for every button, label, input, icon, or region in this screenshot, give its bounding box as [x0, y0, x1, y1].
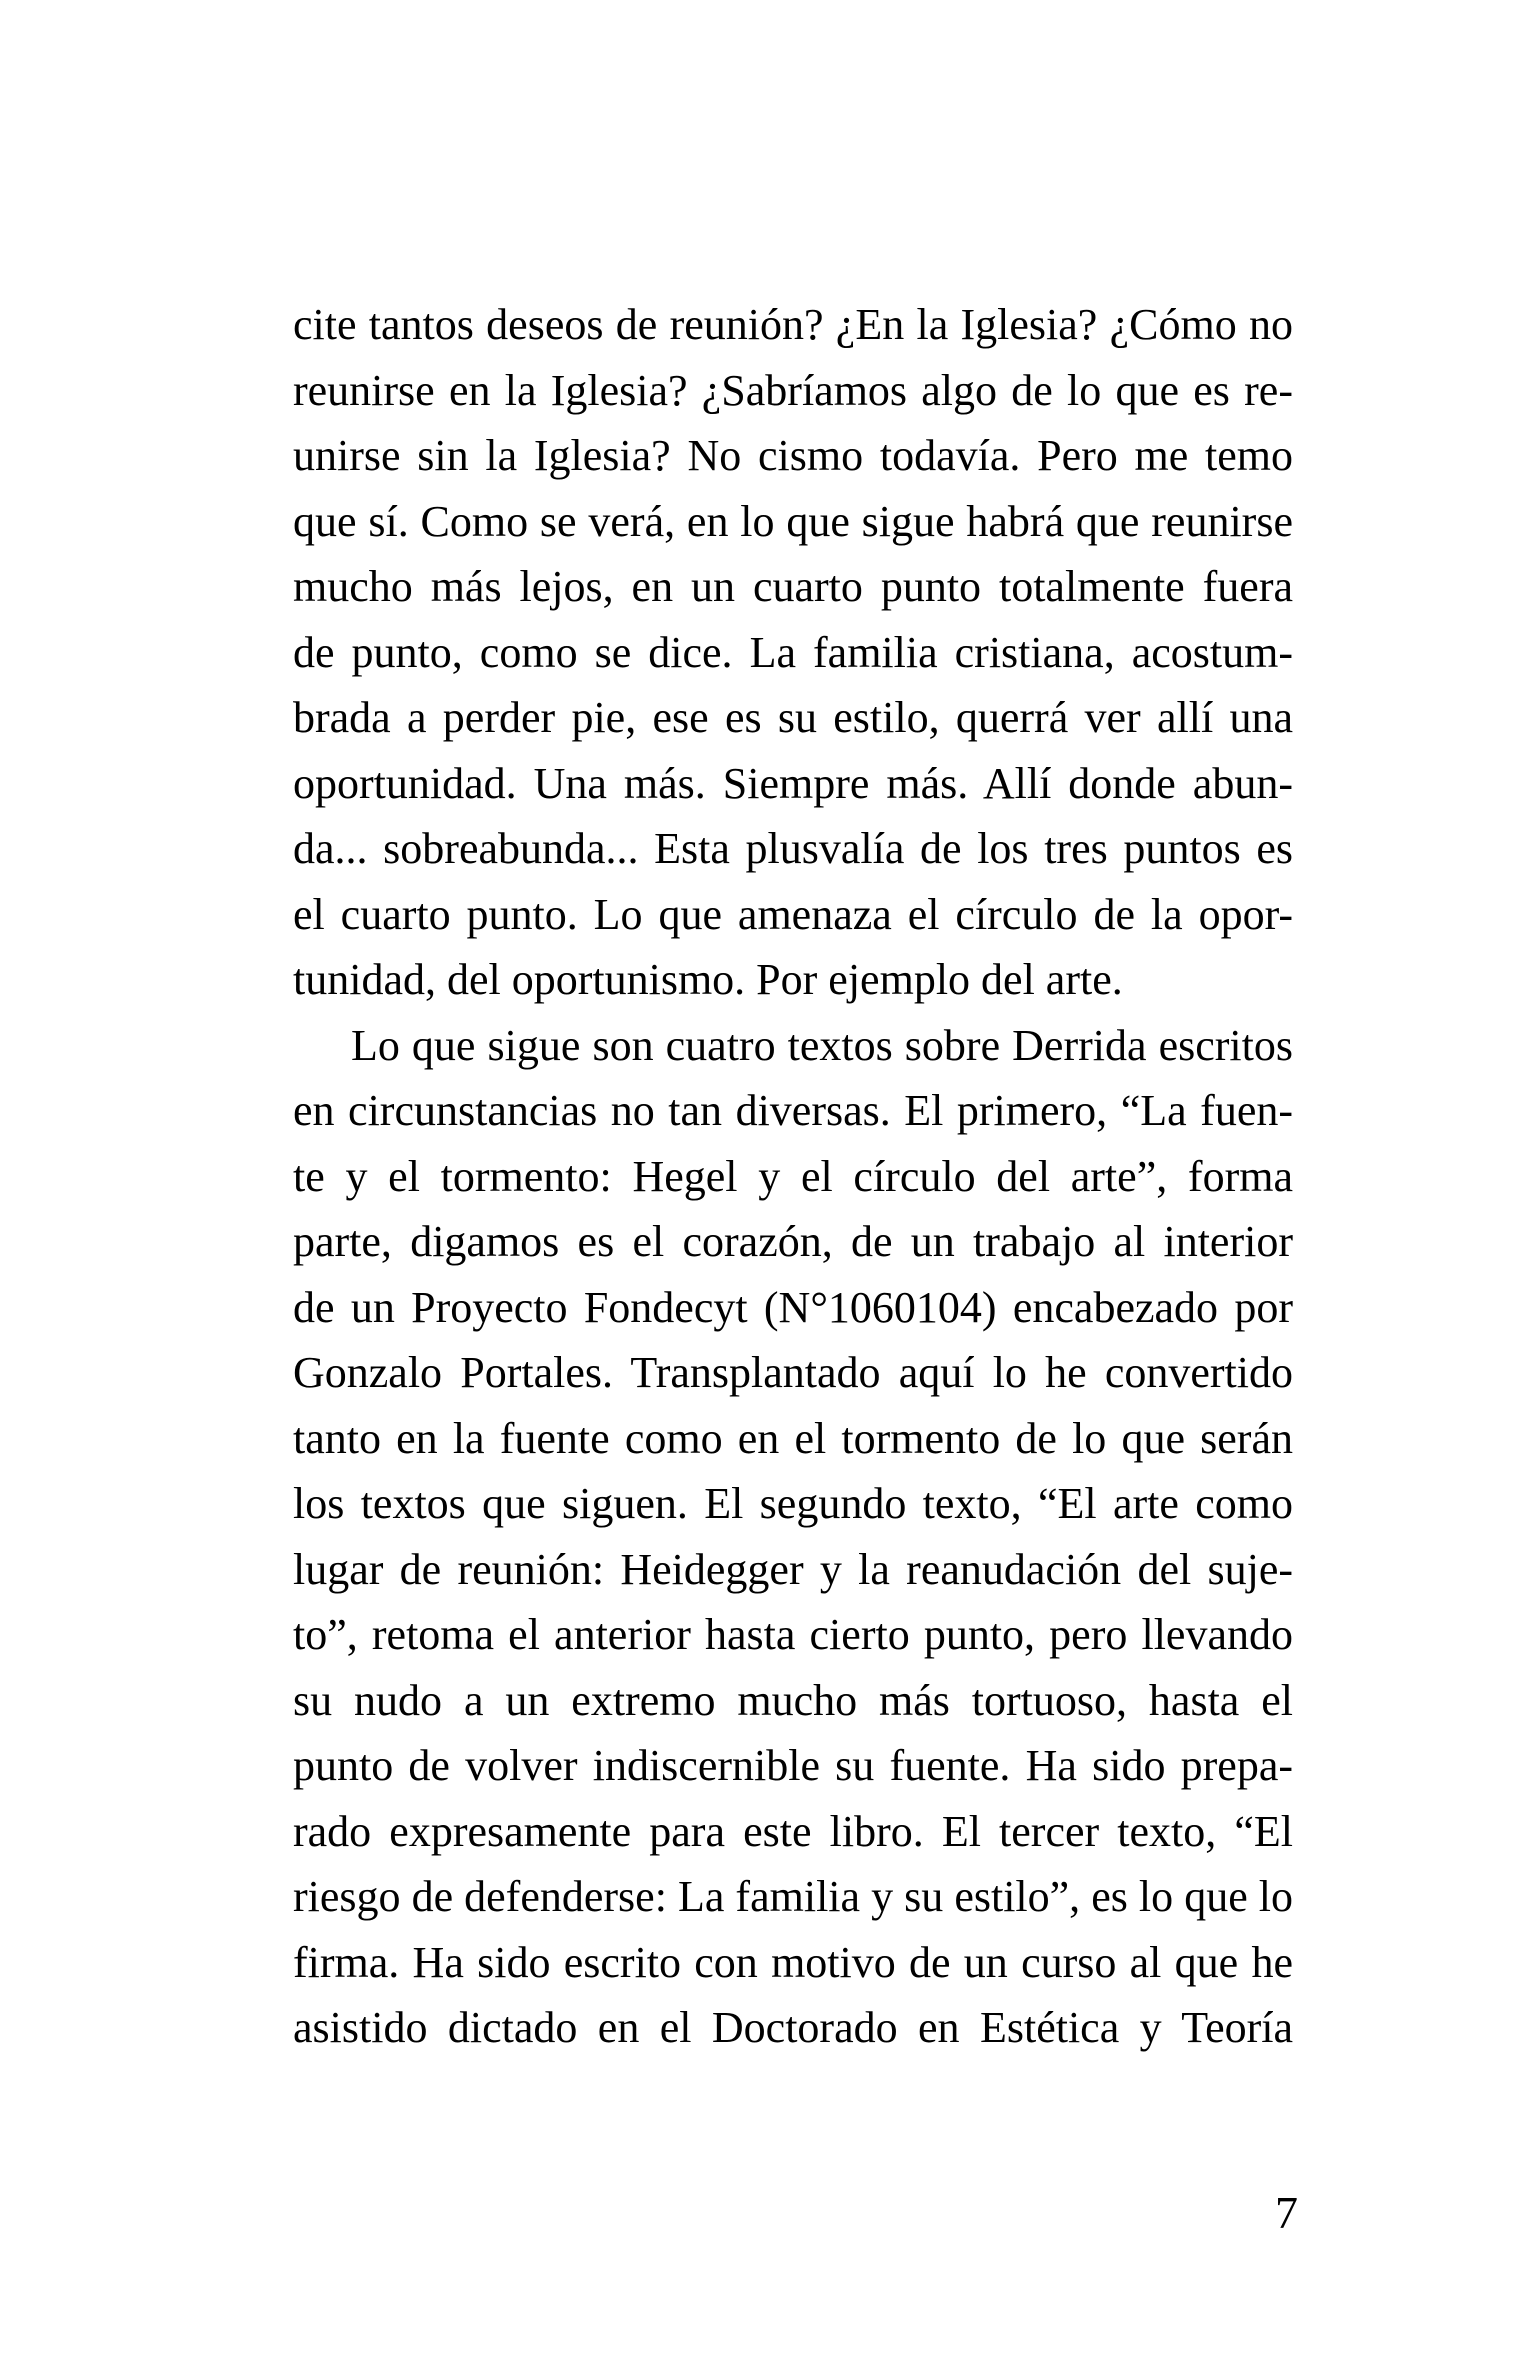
text-line: de un Proyecto Fondecyt (N°1060104) encabezado por: [293, 1282, 1293, 1332]
text-line: tunidad, del oportunismo. Por ejemplo del arte.: [293, 955, 1123, 1004]
text-line: lugar de reunión: Heidegger y la reanudación del suje-: [293, 1544, 1293, 1594]
paragraph-2: [293, 1013, 1293, 2061]
text-line: asistido dictado en el Doctorado en Estética y Teoría: [293, 2003, 1293, 2052]
text-line: Gonzalo Portales. Transplantado aquí lo he convertido: [293, 1348, 1293, 1397]
text-line: reunirse en la Iglesia? ¿Sabríamos algo de lo que es re-: [293, 365, 1293, 415]
text-line: que sí. Como se verá, en lo que sigue habrá que reunirse: [293, 496, 1293, 546]
text-line: te y el tormento: Hegel y el círculo del arte”, forma: [293, 1151, 1293, 1201]
paragraph-1: [293, 292, 1293, 1013]
text-line: en circunstancias no tan diversas. El primero, “La fuen-: [293, 1086, 1293, 1135]
text-line: unirse sin la Iglesia? No cismo todavía. Pero me temo: [293, 431, 1293, 480]
text-line: firma. Ha sido escrito con motivo de un curso al que he: [293, 1937, 1293, 1987]
text-line: de punto, como se dice. La familia cristiana, acostum-: [293, 627, 1293, 677]
text-line: parte, digamos es el corazón, de un trabajo al interior: [293, 1217, 1293, 1266]
text-line: da... sobreabunda... Esta plusvalía de los tres puntos es: [293, 824, 1293, 873]
text-line: punto de volver indiscernible su fuente. Ha sido prepa-: [293, 1741, 1293, 1790]
text-line: cite tantos deseos de reunión? ¿En la Iglesia? ¿Cómo no: [293, 300, 1293, 349]
text-line: Lo que sigue son cuatro textos sobre Derrida escritos: [351, 1020, 1293, 1070]
text-line: riesgo de defenderse: La familia y su estilo”, es lo que lo: [293, 1872, 1293, 1921]
text-line: mucho más lejos, en un cuarto punto totalmente fuera: [293, 562, 1293, 611]
text-line: to”, retoma el anterior hasta cierto punto, pero llevando: [293, 1610, 1293, 1659]
text-line: rado expresamente para este libro. El tercer texto, “El: [293, 1806, 1293, 1856]
body-text: [293, 292, 1293, 2061]
text-line: oportunidad. Una más. Siempre más. Allí donde abun-: [293, 758, 1293, 808]
text-line: brada a perder pie, ese es su estilo, querrá ver allí una: [293, 693, 1293, 742]
text-line: su nudo a un extremo mucho más tortuoso, hasta el: [293, 1675, 1293, 1725]
text-line: tanto en la fuente como en el tormento de lo que serán: [293, 1413, 1293, 1463]
text-line: el cuarto punto. Lo que amenaza el círculo de la opor-: [293, 889, 1293, 939]
page-number: 7: [1275, 2187, 1298, 2238]
text-line: los textos que siguen. El segundo texto, “El arte como: [293, 1479, 1293, 1528]
